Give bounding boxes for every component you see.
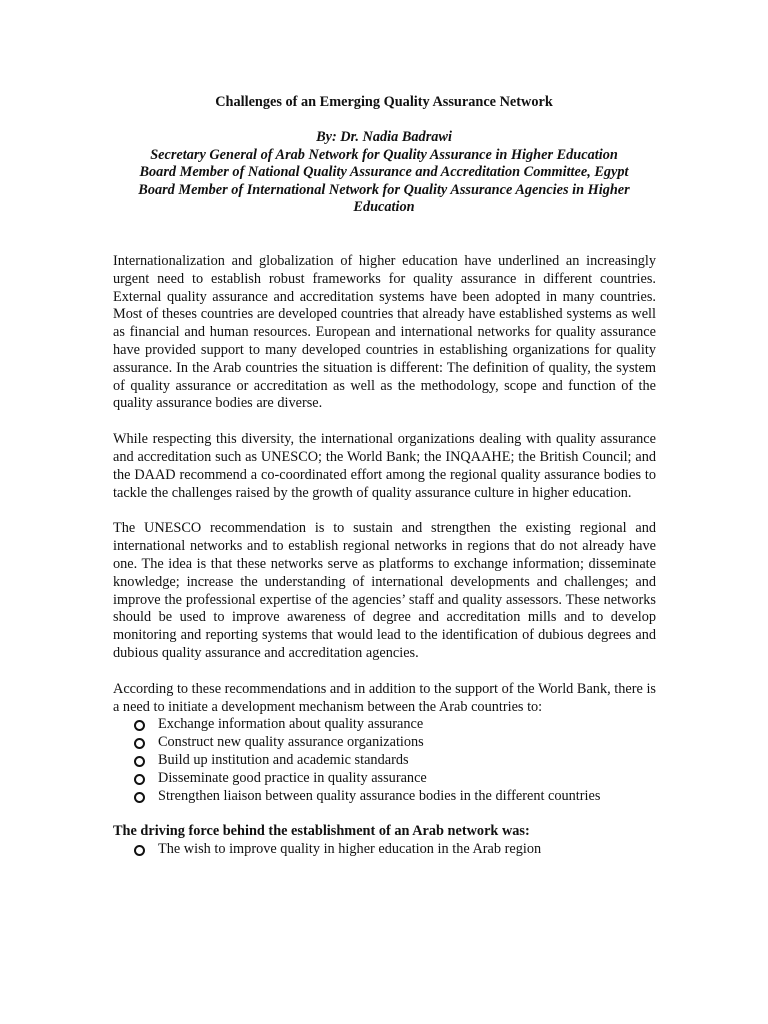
body-paragraph: Internationalization and globalization of higher education have underlined an increasingly urgent need to establish robust frameworks for quality assurance in different countries. External quality assurance and accreditation systems have been adopted in many countries. Most of theses countries are developed countries that already have established systems as well as financial and human resources. European and international networks for quality assurance have provided support to many developed countries in establishing organizations for quality assurance. In the Arab countries the situation is different: The definition of quality, the system of quality assurance or accreditation as well as the methodology, scope and function of the quality assurance bodies are diverse. [113,253,656,412]
body-paragraph: According to these recommendations and in addition to the support of the World Bank, there is a need to initiate a development mechanism between the Arab countries to: [113,680,656,715]
circle-bullet-icon [134,845,145,856]
list-item-text: Build up institution and academic standards [158,751,409,768]
list-item-text: Exchange information about quality assurance [158,716,424,733]
author-name: By: Dr. Nadia Badrawi [316,129,452,145]
list-item-text: Disseminate good practice in quality assurance [158,769,427,786]
author-role: Board Member of National Quality Assurance and Accreditation Committee, Egypt [139,164,629,180]
document-title: Challenges of an Emerging Quality Assurance Network [215,94,553,110]
circle-bullet-icon [134,756,145,767]
body-paragraph: While respecting this diversity, the international organizations dealing with quality assurance and accreditation such as UNESCO; the World Bank; the INQAAHE; the British Council; and the DAAD recommend a co-coordinated effort among the regional quality assurance bodies to tackle the challenges raised by the growth of quality assurance culture in higher education. [113,431,656,501]
list-item-text: The wish to improve quality in higher education in the Arab region [158,841,542,858]
mechanism-list [113,716,656,805]
body-paragraph: The UNESCO recommendation is to sustain and strengthen the existing regional and international networks and to establish regional networks in regions that do not already have one. The idea is that these networks serve as platforms to exchange information; disseminate knowledge; increase the understanding of international developments and challenges; and improve the professional expertise of the agencies’ staff and quality assessors. These networks should be used to improve awareness of degree and accreditation mills and to develop monitoring and reporting systems that would lead to the identification of dubious degrees and dubious quality assurance and accreditation agencies. [113,520,656,661]
list-item [132,752,656,770]
driving-force-list [113,841,656,859]
section-heading: The driving force behind the establishment of an Arab network was: [113,823,530,840]
list-item-text: Strengthen liaison between quality assurance bodies in the different countries [158,787,601,804]
list-item [132,734,656,752]
list-item [132,716,656,734]
author-role: Secretary General of Arab Network for Quality Assurance in Higher Education [150,146,618,163]
circle-bullet-icon [134,738,145,749]
circle-bullet-icon [134,792,145,803]
author-role: Board Member of International Network for Quality Assurance Agencies in Higher Education [138,181,630,215]
circle-bullet-icon [134,720,145,731]
list-item [132,788,656,806]
list-item [132,770,656,788]
document-body [113,253,656,877]
list-item-text: Construct new quality assurance organizations [158,734,424,751]
list-item [132,841,656,859]
circle-bullet-icon [134,774,145,785]
author-byline [112,129,656,217]
